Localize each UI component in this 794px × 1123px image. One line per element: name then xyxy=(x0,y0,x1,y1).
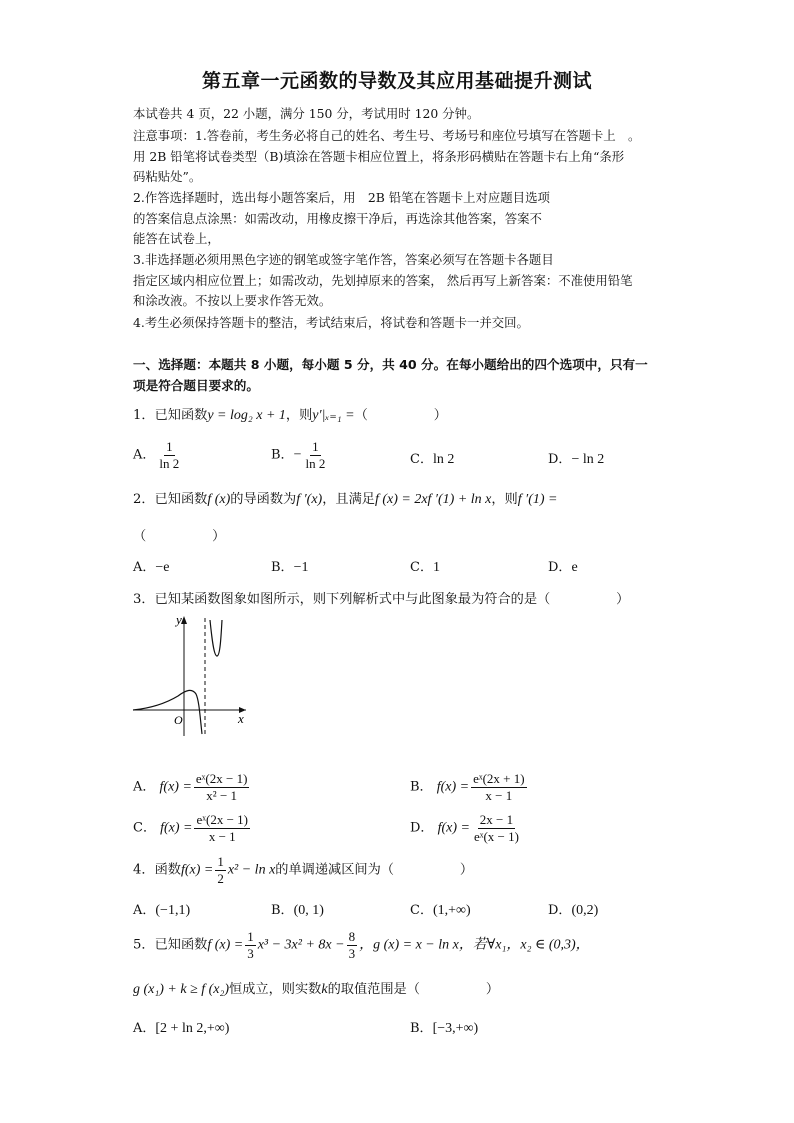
option-value: (0, 1) xyxy=(293,903,324,918)
option-value: [2 + ln 2,+∞) xyxy=(155,1021,230,1036)
q5-option-b[interactable] xyxy=(410,1017,478,1037)
q4-option-a[interactable] xyxy=(133,899,190,919)
q5-inequality: g (x₁) + k ≥ f (x₂) xyxy=(133,982,230,997)
q4-text: 4．函数 xyxy=(133,862,181,878)
option-value: ln 2 xyxy=(432,452,455,467)
frac-den: ln 2 xyxy=(305,455,326,471)
q2-option-d[interactable] xyxy=(548,556,578,576)
sign: − xyxy=(293,447,302,463)
option-label: D． xyxy=(410,820,434,836)
q1-option-d[interactable] xyxy=(548,448,604,468)
right-branch-curve xyxy=(210,620,222,656)
option-value: (−1,1) xyxy=(155,903,191,918)
option-label: B． xyxy=(271,447,294,463)
intro-line: 4.考生必须保持答题卡的整洁，考试结束后，将试卷和答题卡一并交回。 xyxy=(133,315,529,330)
q5-condition: ，若∀x₁，x₂ ∈ (0,3)， xyxy=(458,937,590,953)
option-label: B． xyxy=(410,779,433,795)
q2-option-b[interactable] xyxy=(271,556,308,576)
question-2 xyxy=(133,488,557,508)
option-value: −1 xyxy=(293,560,309,575)
lhs: f(x) = xyxy=(159,779,192,795)
intro-line: 用 2B 铅笔将试卷类型（B)填涂在答题卡相应位置上，将条形码横贴在答题卡右上角“条形 xyxy=(133,149,625,164)
intro-line: 注意事项：1.答卷前，考生务必将自己的姓名、考生号、考场号和座位号填写在答题卡上 。 xyxy=(133,128,641,143)
question-4 xyxy=(133,855,473,885)
option-label: A． xyxy=(133,1021,156,1036)
option-label: C． xyxy=(410,560,433,575)
frac-num: 1 xyxy=(217,854,224,869)
q1-option-c[interactable] xyxy=(410,448,454,468)
frac-den: 2 xyxy=(217,870,224,886)
q5-text: 恒成立，则实数 xyxy=(229,982,322,997)
frac-num: 8 xyxy=(348,929,356,944)
q1-text: ，则 xyxy=(285,408,313,423)
frac-den: 3 xyxy=(348,945,356,961)
q1-derivative: y′|ₓ₌₁ = xyxy=(312,408,355,423)
frac-num: eˣ(2x + 1) xyxy=(473,771,525,786)
question-1 xyxy=(133,404,447,424)
option-value: 1 xyxy=(432,560,440,575)
option-value: (0,2) xyxy=(571,903,599,918)
q5-option-a[interactable] xyxy=(133,1017,229,1037)
option-label: C． xyxy=(410,452,433,467)
q5-text: 的取值范围是（ ） xyxy=(327,982,500,997)
q2-equation: f (x) = 2xf ′(1) + ln x xyxy=(374,492,492,507)
frac-num: eˣ(2x − 1) xyxy=(195,771,248,786)
option-label: D． xyxy=(548,560,572,575)
intro-line: 和涂改液。不按以上要求作答无效。 xyxy=(133,293,332,308)
y-axis-arrow xyxy=(181,616,187,624)
frac-den: eˣ(x − 1) xyxy=(473,828,519,844)
frac-den: 3 xyxy=(247,945,254,961)
question-5 xyxy=(133,930,590,960)
frac-num: 1 xyxy=(247,929,254,944)
q2-option-a[interactable] xyxy=(133,556,170,576)
option-value: [−3,+∞) xyxy=(432,1021,479,1036)
option-value: e xyxy=(571,560,578,575)
frac-num: 1 xyxy=(312,439,319,454)
q3-option-c[interactable] xyxy=(133,813,252,843)
intro-line: 的答案信息点涂黑：如需改动，用橡皮擦干净后，再选涂其他答案，答案不 xyxy=(133,211,542,226)
q1-paren: （ ） xyxy=(354,408,447,423)
lhs: f(x) = xyxy=(180,862,214,878)
section-heading: 项是符合题目要求的。 xyxy=(133,378,259,393)
option-label: C． xyxy=(133,820,156,836)
q5-g-function: ，g (x) = x − ln x xyxy=(359,937,459,953)
q4-option-c[interactable] xyxy=(410,899,471,919)
option-label: C． xyxy=(410,903,433,918)
q2-paren: （ ） xyxy=(133,529,226,544)
option-value: (1,+∞) xyxy=(432,903,471,918)
intro-line: 能答在试卷上， xyxy=(133,231,220,246)
section-heading: 一、选择题：本题共 8 小题，每小题 5 分，共 40 分。在每小题给出的四个选项中，只有一 xyxy=(133,357,648,372)
q4-option-b[interactable] xyxy=(271,899,324,919)
q5-text: 5．已知函数 xyxy=(133,937,208,953)
option-label: B． xyxy=(271,903,294,918)
intro-line: 本试卷共 4 页，22 小题，满分 150 分，考试用时 120 分钟。 xyxy=(133,106,480,121)
intro-line: 3.非选择题必须用黑色字迹的钢笔或签字笔作答，答案必须写在答题卡各题目 xyxy=(133,252,554,267)
q4-option-d[interactable] xyxy=(548,899,598,919)
q3-option-b[interactable] xyxy=(410,772,529,802)
frac-den: x − 1 xyxy=(208,828,236,844)
q3-option-a[interactable] xyxy=(133,772,251,802)
q3-option-d[interactable] xyxy=(410,813,523,843)
intro-line: 2.作答选择题时，选出每小题答案后，用 2B 铅笔在答题卡上对应题目选项 xyxy=(133,190,550,205)
frac-den: x − 1 xyxy=(485,787,513,803)
question-3: 3．已知某函数图象如图所示，则下列解析式中与此图象最为符合的是（ ） xyxy=(133,592,630,607)
q2-ask: f ′(1) = xyxy=(517,492,558,507)
option-label: D． xyxy=(548,452,572,467)
q1-option-b[interactable] xyxy=(271,440,329,470)
intro-line: 码粘贴处”。 xyxy=(133,169,202,184)
option-label: A． xyxy=(133,560,156,575)
q2-text: ，且满足 xyxy=(322,492,375,507)
option-value: − ln 2 xyxy=(571,452,605,467)
question-5-line-2 xyxy=(133,978,499,998)
q2-text: 2．已知函数 xyxy=(133,492,208,507)
option-label: B． xyxy=(410,1021,433,1036)
q2-option-c[interactable] xyxy=(410,556,440,576)
q1-option-a[interactable] xyxy=(133,440,183,470)
option-label: A． xyxy=(133,447,156,463)
q1-function: y = log₂ x + 1 xyxy=(207,408,286,423)
frac-den: ln 2 xyxy=(159,455,180,471)
option-label: A． xyxy=(133,903,156,918)
function-graph xyxy=(128,612,258,740)
lhs: f(x) = xyxy=(437,820,470,836)
option-label: B． xyxy=(271,560,294,575)
origin-label: O xyxy=(174,713,183,727)
q2-text: ，则 xyxy=(491,492,518,507)
option-label: A． xyxy=(133,779,156,795)
option-label: D． xyxy=(548,903,572,918)
q4-text: 的单调递减区间为（ ） xyxy=(275,862,474,878)
frac-den: x² − 1 xyxy=(206,787,238,803)
q5-k: k xyxy=(321,982,328,997)
left-branch-curve xyxy=(133,690,202,734)
q4-expression: x² − ln x xyxy=(227,862,276,878)
q2-func: f (x) xyxy=(207,492,231,507)
lhs: f(x) = xyxy=(160,820,193,836)
page-title: 第五章一元函数的导数及其应用基础提升测试 xyxy=(201,70,592,92)
frac-num: 2x − 1 xyxy=(479,812,514,827)
frac-num: 1 xyxy=(166,439,173,454)
y-axis-label: y xyxy=(176,612,182,627)
q2-derivative: f ′(x) xyxy=(296,492,323,507)
q2-text: 的导函数为 xyxy=(230,492,297,507)
intro-line: 指定区域内相应位置上；如需改动，先划掉原来的答案， 然后再写上新答案：不准使用铅笔 xyxy=(133,273,633,288)
lhs: f(x) = xyxy=(436,779,470,795)
q5-expression: x³ − 3x² + 8x − xyxy=(257,937,345,953)
q1-text: 1．已知函数 xyxy=(133,408,208,423)
x-axis-label: x xyxy=(238,711,244,726)
frac-num: eˣ(2x − 1) xyxy=(196,812,248,827)
option-value: −e xyxy=(155,560,170,575)
lhs: f (x) = xyxy=(207,937,244,953)
